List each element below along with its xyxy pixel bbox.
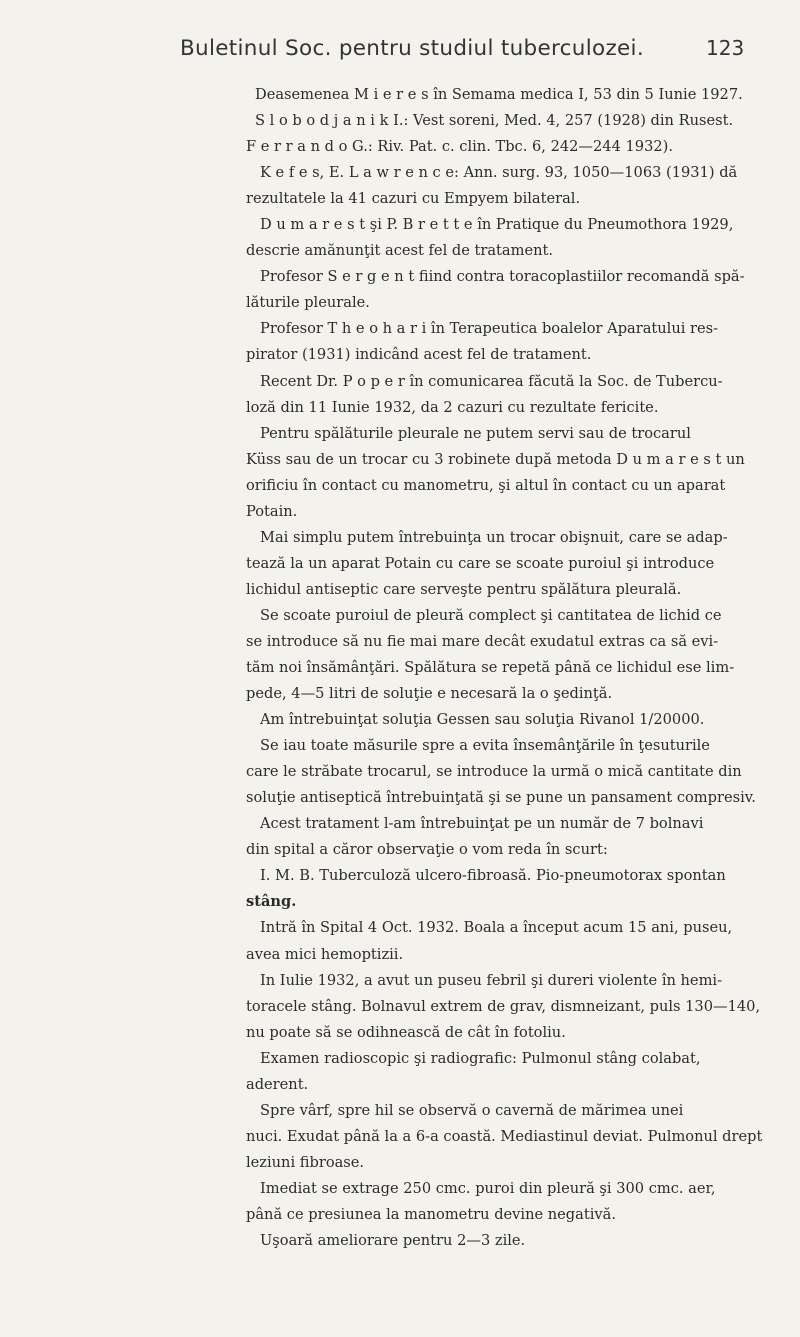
text-line: până ce presiunea la manometru devine negativă. [246,1206,616,1223]
text-line: Acest tratament l-am întrebuinţat pe un număr de 7 bolnavi [260,815,704,832]
text-line: nuci. Exudat până la a 6-a coastă. Mediastinul deviat. Pulmonul drept [246,1128,763,1145]
text-line: Pentru spălăturile pleurale ne putem servi sau de trocarul [260,425,691,442]
text-line: tăm noi însămânţări. Spălătura se repetă până ce lichidul ese lim- [246,659,735,676]
text-line: Am întrebuinţat soluţia Gessen sau soluţia Rivanol 1/20000. [260,711,705,728]
text-line: K e f e s, E. L a w r e n c e: Ann. surg. 93, 1050—1063 (1931) dă [260,164,738,181]
text-line: pirator (1931) indicând acest fel de tratament. [246,346,592,363]
text-line: din spital a căror observaţie o vom reda în scurt: [246,841,608,858]
text-line: D u m a r e s t şi P. B r e t t e în Pratique du Pneumothora 1929, [260,216,734,233]
text-line: stâng. [246,893,297,910]
text-line: loză din 11 Iunie 1932, da 2 cazuri cu rezultate fericite. [246,399,659,416]
text-line: I. M. B. Tuberculoză ulcero-fibroasă. Pio-pneumotorax spontan [260,867,726,884]
text-line: Küss sau de un trocar cu 3 robinete după metoda D u m a r e s t un [246,451,745,468]
text-line: Profesor T h e o h a r i în Terapeutica boalelor Aparatului res- [260,320,719,337]
text-line: pede, 4—5 litri de soluţie e necesară la o şedinţă. [246,685,613,702]
text-line: rezultatele la 41 cazuri cu Empyem bilateral. [246,190,581,207]
text-line: leziuni fibroase. [246,1154,365,1171]
text-line: Uşoară ameliorare pentru 2—3 zile. [260,1232,526,1249]
text-line: Intră în Spital 4 Oct. 1932. Boala a început acum 15 ani, puseu, [260,919,733,936]
text-line: Spre vârf, spre hil se observă o cavernă de mărimea unei [260,1102,684,1119]
text-line: soluţie antiseptică întrebuinţată şi se pune un pansament compresiv. [246,789,756,806]
text-line: In Iulie 1932, a avut un puseu febril şi dureri violente în hemi- [260,972,723,989]
text-line: aderent. [246,1076,309,1093]
text-line: se introduce să nu fie mai mare decât exudatul extras ca să evi- [246,633,719,650]
text-line: lichidul antiseptic care serveşte pentru spălătura pleurală. [246,581,682,598]
text-line: toracele stâng. Bolnavul extrem de grav, dismneizant, puls 130—140, [246,998,761,1015]
running-header [0,36,800,76]
text-line: Recent Dr. P o p e r în comunicarea făcută la Soc. de Tubercu- [260,373,723,390]
text-line: avea mici hemoptizii. [246,946,404,963]
text-line: Imediat se extrage 250 cmc. puroi din pleură şi 300 cmc. aer, [260,1180,716,1197]
text-line: care le străbate trocarul, se introduce la urmă o mică cantitate din [246,763,742,780]
text-line: nu poate să se odihnească de cât în fotoliu. [246,1024,566,1041]
text-line: descrie amănunţit acest fel de tratament. [246,242,553,259]
text-line: lăturile pleurale. [246,294,370,311]
text-line: Mai simplu putem întrebuinţa un trocar obişnuit, care se adap- [260,529,728,546]
text-line: Examen radioscopic şi radiografic: Pulmonul stâng colabat, [260,1050,701,1067]
page-number: 123 [706,36,745,60]
text-line: orificiu în contact cu manometru, şi altul în contact cu un aparat [246,477,726,494]
text-line: tează la un aparat Potain cu care se scoate puroiul şi introduce [246,555,715,572]
journal-title: Buletinul Soc. pentru studiul tuberculozei. [180,36,644,61]
text-line: F e r r a n d o G.: Riv. Pat. c. clin. Tbc. 6, 242—244 1932). [246,138,673,155]
text-line: Se iau toate măsurile spre a evita însemânţările în ţesuturile [260,737,710,754]
text-line: Potain. [246,503,298,520]
text-line: S l o b o d j a n i k I.: Vest soreni, Med. 4, 257 (1928) din Rusest. [255,112,734,129]
text-line: Profesor S e r g e n t fiind contra toracoplastiilor recomandă spă- [260,268,745,285]
text-line: Deasemenea M i e r e s în Semama medica I, 53 din 5 Iunie 1927. [255,86,743,103]
text-line: Se scoate puroiul de pleură complect şi cantitatea de lichid ce [260,607,722,624]
